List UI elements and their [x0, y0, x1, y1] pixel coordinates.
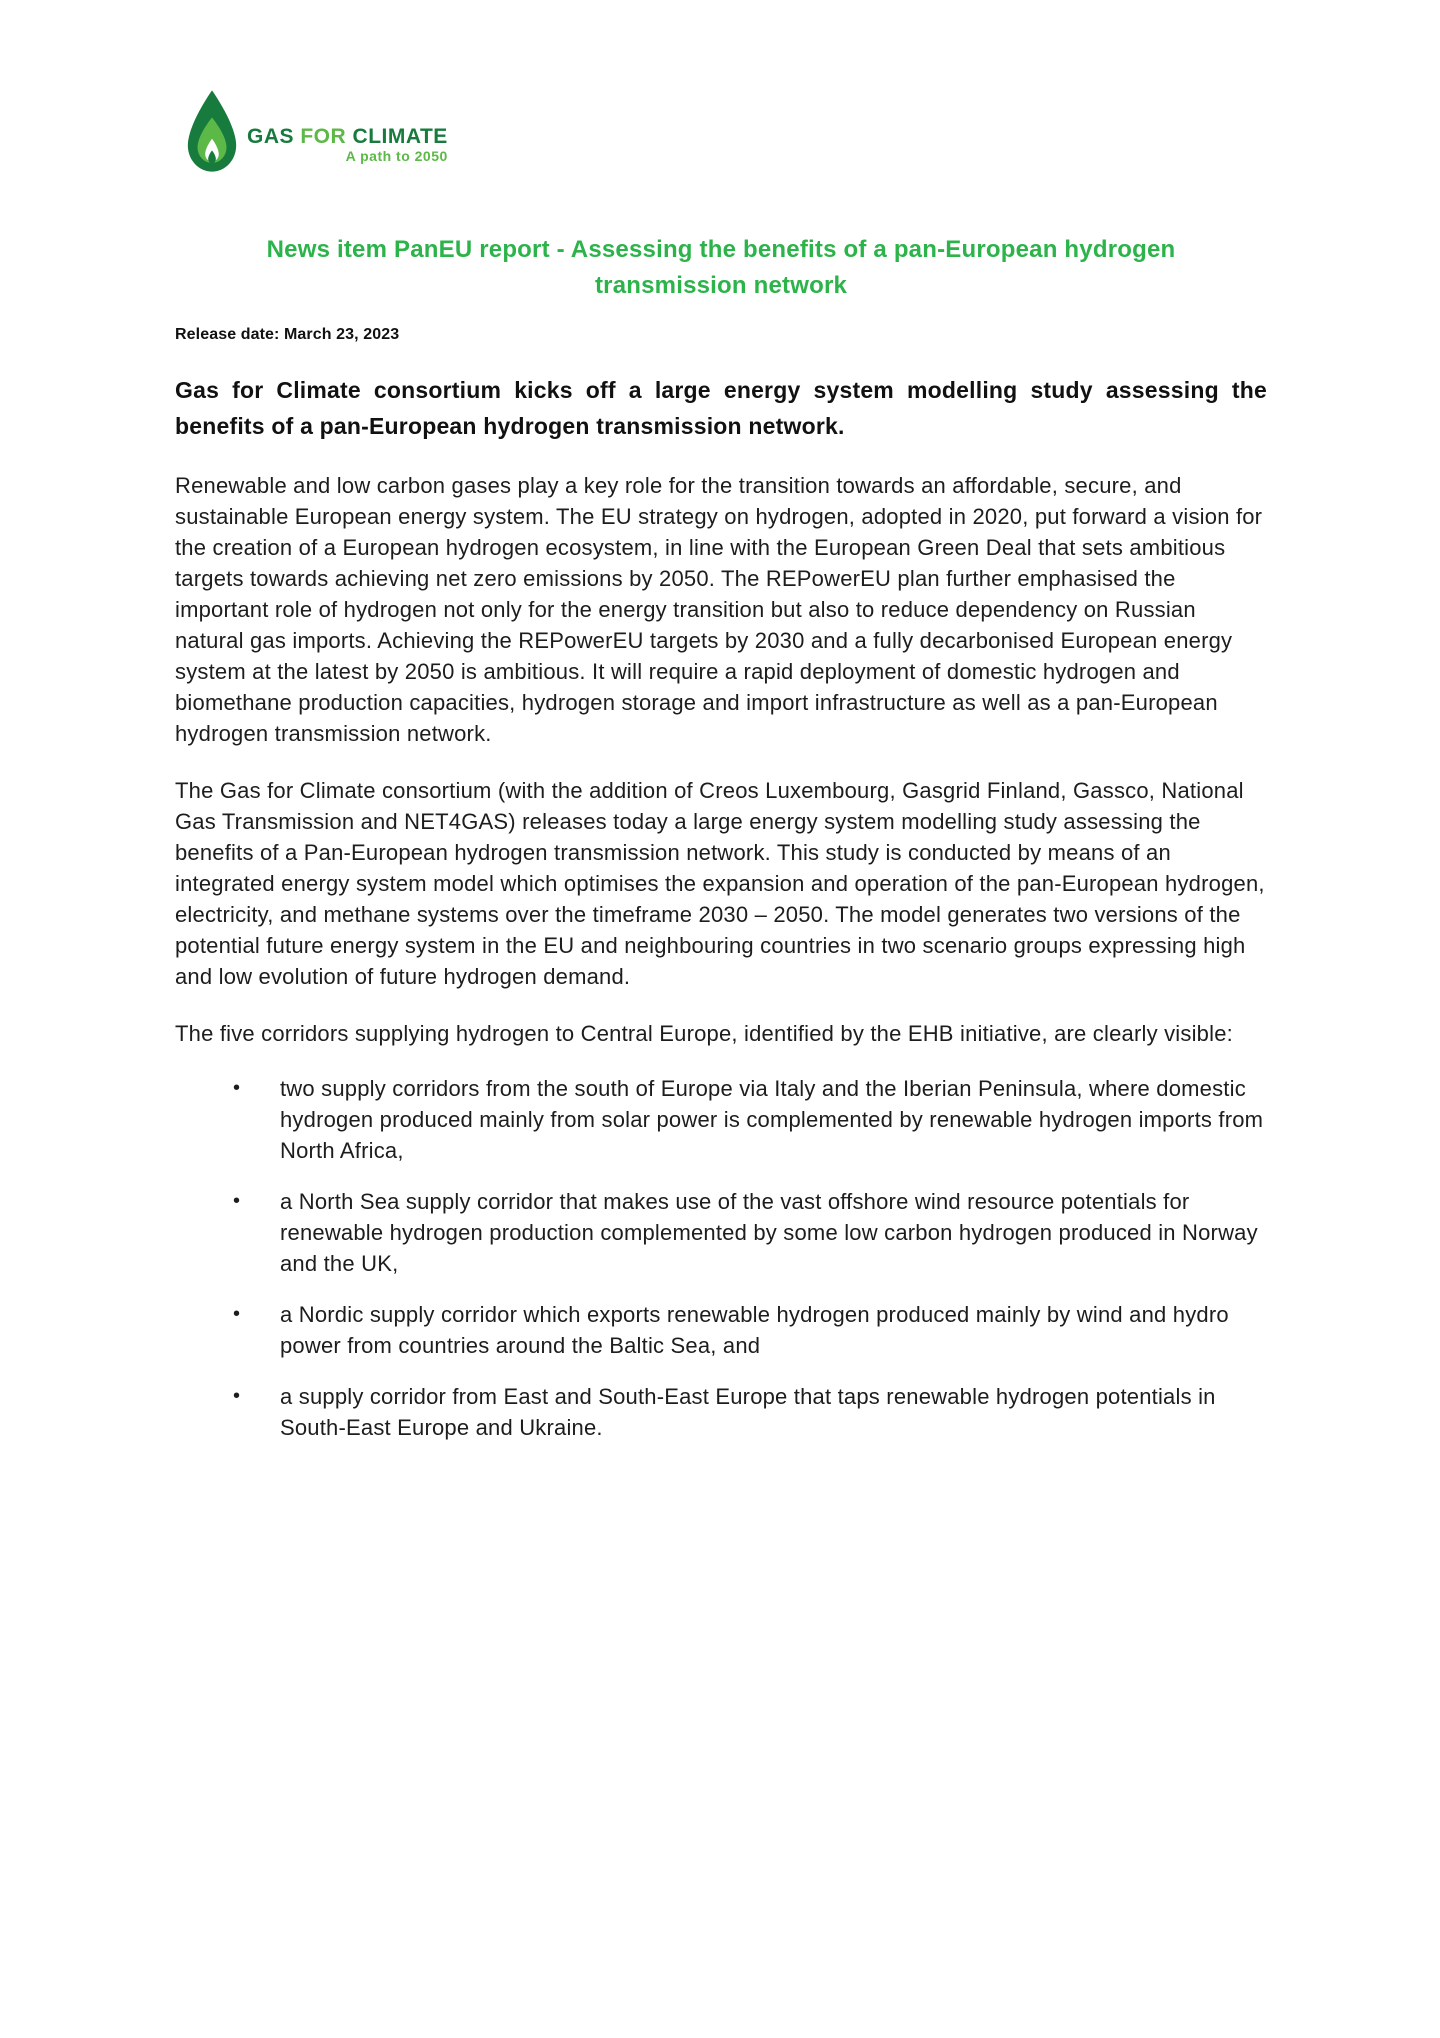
corridor-list — [175, 1073, 1267, 1443]
logo-word-climate: CLIMATE — [352, 125, 448, 148]
list-item — [175, 1381, 1267, 1443]
logo-text — [247, 90, 448, 172]
paragraph-2: The Gas for Climate consortium (with the addition of Creos Luxembourg, Gasgrid Finland, Gassco, National Gas Transmission and NET4GAS) releases today a large energy system modelling study assessing the benefits of a Pan-European hydrogen transmission network. This study is conducted by means of an integrated energy system model which optimises the expansion and operation of the pan-European hydrogen, electricity, and methane systems over the timeframe 2030 – 2050. The model generates two versions of the potential future energy system in the EU and neighbouring countries in two scenario groups expressing high and low evolution of future hydrogen demand. — [175, 778, 1265, 989]
flame-icon — [183, 90, 241, 172]
gas-for-climate-logo — [183, 90, 1267, 172]
lead-heading: Gas for Climate consortium kicks off a large energy system modelling study assessing the benefits of a pan-European hydrogen transmission network. — [175, 377, 1267, 439]
page-title: News item PanEU report - Assessing the benefits of a pan-European hydrogen transmission network — [266, 236, 1176, 299]
bullet-icon: • — [233, 1303, 241, 1325]
bullet-icon: • — [233, 1385, 241, 1407]
bullet-icon: • — [233, 1077, 241, 1099]
list-intro: The five corridors supplying hydrogen to Central Europe, identified by the EHB initiative, are clearly visible: — [175, 1021, 1233, 1046]
list-item-text: a North Sea supply corridor that makes use of the vast offshore wind resource potentials for renewable hydrogen production complemented by some low carbon hydrogen produced in Norway and the UK, — [280, 1189, 1258, 1276]
list-item — [175, 1073, 1267, 1166]
list-item — [175, 1186, 1267, 1279]
bullet-icon: • — [233, 1190, 241, 1212]
list-item — [175, 1299, 1267, 1361]
logo-tagline: A path to 2050 — [345, 148, 448, 164]
logo-wordmark — [247, 126, 448, 148]
release-date: Release date: March 23, 2023 — [175, 326, 400, 343]
list-item-text: a supply corridor from East and South-East Europe that taps renewable hydrogen potentials in South-East Europe and Ukraine. — [280, 1384, 1216, 1440]
paragraph-1: Renewable and low carbon gases play a key role for the transition towards an affordable, secure, and sustainable European energy system. The EU strategy on hydrogen, adopted in 2020, put forward a vision for the creation of a European hydrogen ecosystem, in line with the European Green Deal that sets ambitious targets towards achieving net zero emissions by 2050. The REPowerEU plan further emphasised the important role of hydrogen not only for the energy transition but also to reduce dependency on Russian natural gas imports. Achieving the REPowerEU targets by 2030 and a fully decarbonised European energy system at the latest by 2050 is ambitious. It will require a rapid deployment of domestic hydrogen and biomethane production capacities, hydrogen storage and import infrastructure as well as a pan-European hydrogen transmission network. — [175, 473, 1263, 746]
logo-word-for: FOR — [300, 125, 347, 148]
document-content — [175, 0, 1267, 1463]
logo-word-gas: GAS — [247, 125, 295, 148]
list-item-text: two supply corridors from the south of Europe via Italy and the Iberian Peninsula, where domestic hydrogen produced mainly from solar power is complemented by renewable hydrogen imports from North Africa, — [280, 1076, 1264, 1163]
list-item-text: a Nordic supply corridor which exports renewable hydrogen produced mainly by wind and hydro power from countries around the Baltic Sea, and — [280, 1302, 1229, 1358]
